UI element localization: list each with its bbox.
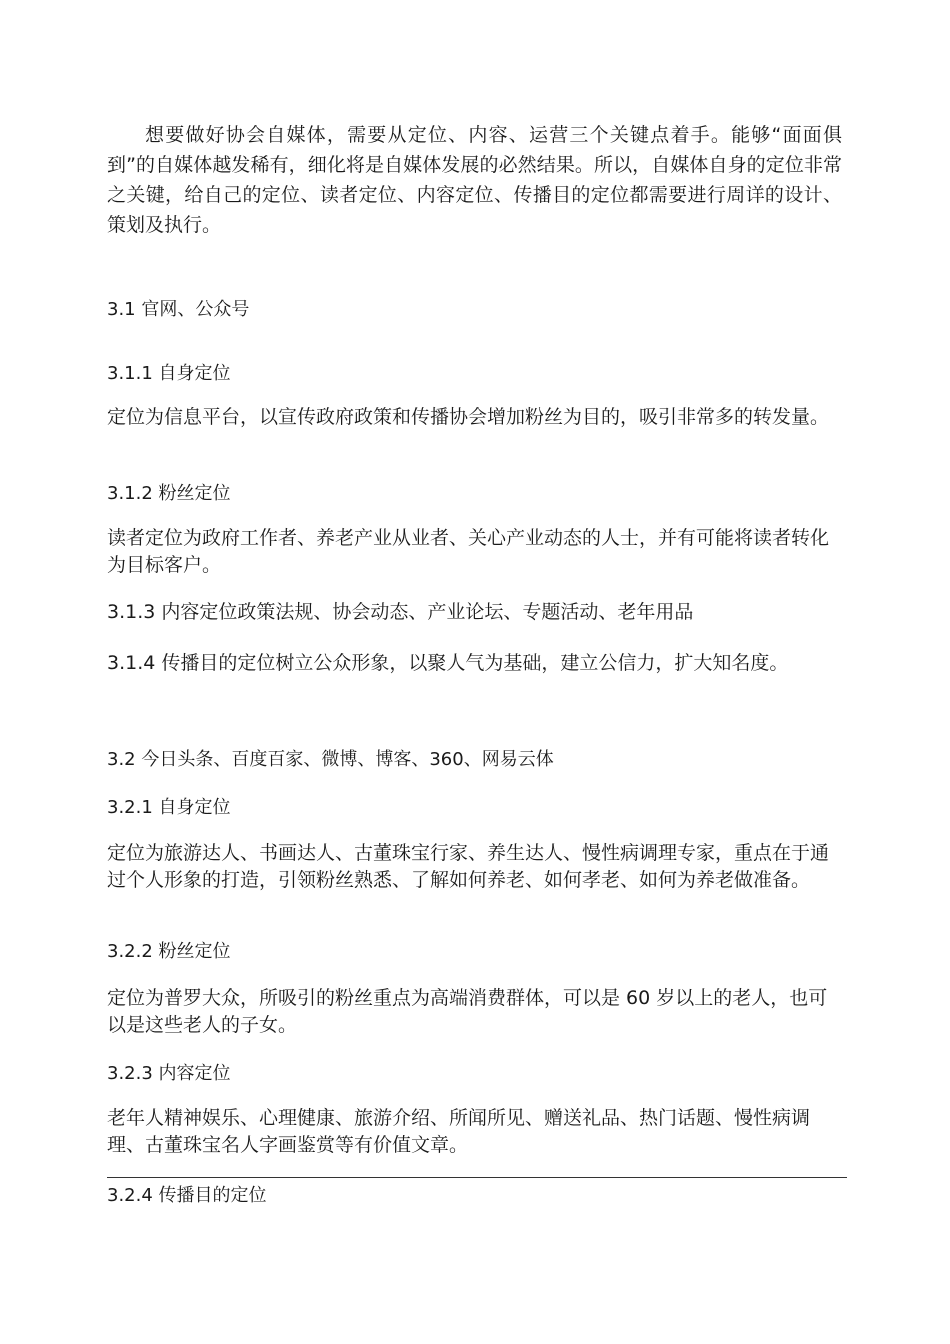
section-heading-3-2: 3.2 今日头条、百度百家、微博、博客、360、网易云体: [107, 749, 554, 770]
subsection-heading-3-2-4: 3.2.4 传播目的定位: [107, 1185, 267, 1206]
paragraph-3-1-1: 定位为信息平台，以宣传政府政策和传播协会增加粉丝为目的，吸引非常多的转发量。: [107, 406, 830, 428]
paragraph-3-1-2: 读者定位为政府工作者、养老产业从业者、关心产业动态的人士，并有可能将读者转化为目标客户。: [107, 527, 830, 576]
subsection-heading-3-2-1: 3.2.1 自身定位: [107, 797, 231, 818]
paragraph-3-2-1: 定位为旅游达人、书画达人、古董珠宝行家、养生达人、慢性病调理专家，重点在于通过个人形象的打造，引领粉丝熟悉、了解如何养老、如何孝老、如何为养老做准备。: [107, 842, 830, 891]
subsection-heading-3-1-1: 3.1.1 自身定位: [107, 363, 231, 384]
horizontal-rule: [107, 1177, 847, 1178]
subsection-heading-3-2-2: 3.2.2 粉丝定位: [107, 941, 231, 962]
intro-paragraph: 想要做好协会自媒体，需要从定位、内容、运营三个关键点着手。能够“面面俱到”的自媒体越发稀有，细化将是自媒体发展的必然结果。所以，自媒体自身的定位非常之关键，给自己的定位、读者定位、内容定位、传播目的定位都需要进行周详的设计、策划及执行。: [107, 124, 842, 236]
paragraph-3-2-3: 老年人精神娱乐、心理健康、旅游介绍、所闻所见、赠送礼品、热门话题、慢性病调理、古董珠宝名人字画鉴赏等有价值文章。: [107, 1107, 811, 1156]
section-heading-3-1: 3.1 官网、公众号: [107, 299, 250, 320]
subsection-heading-3-2-3: 3.2.3 内容定位: [107, 1063, 231, 1084]
paragraph-3-1-4: 3.1.4 传播目的定位树立公众形象，以聚人气为基础，建立公信力，扩大知名度。: [107, 652, 789, 674]
paragraph-3-1-3: 3.1.3 内容定位政策法规、协会动态、产业论坛、专题活动、老年用品: [107, 601, 694, 623]
paragraph-3-2-2: 定位为普罗大众，所吸引的粉丝重点为高端消费群体，可以是 60 岁以上的老人，也可以是这些老人的子女。: [107, 987, 828, 1036]
subsection-heading-3-1-2: 3.1.2 粉丝定位: [107, 483, 231, 504]
